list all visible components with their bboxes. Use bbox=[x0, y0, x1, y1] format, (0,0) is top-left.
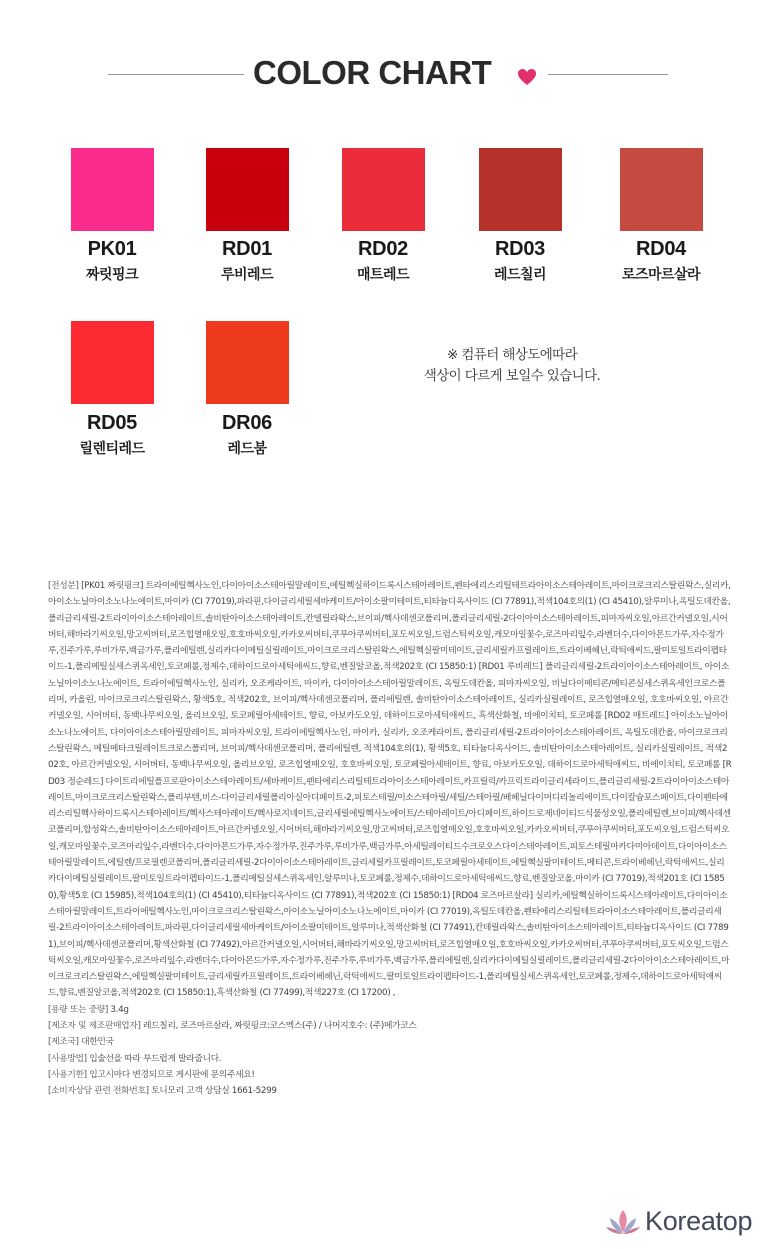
contact-row bbox=[48, 1083, 732, 1099]
swatch-code: DR06 bbox=[222, 412, 272, 434]
swatch-code: PK01 bbox=[87, 238, 137, 260]
manufacturer-row bbox=[48, 1018, 732, 1034]
ingredients-row bbox=[48, 578, 732, 1002]
manufacturer-value: 레드칠리, 로즈마르살라, 짜릿핑크:코스멕스(주) / 나머지호수: (주)메가코스 bbox=[143, 1021, 417, 1032]
swatch-code: RD02 bbox=[358, 238, 408, 260]
usage-label: [사용방법] bbox=[48, 1053, 87, 1064]
header-divider-left bbox=[108, 74, 244, 75]
swatch-name: 매트레드 bbox=[356, 267, 410, 283]
heart-icon bbox=[517, 68, 537, 86]
country-value: 대한민국 bbox=[81, 1037, 114, 1048]
swatch-name: 레드붐 bbox=[227, 441, 267, 457]
ingredients-text: [PK01 짜릿핑크] 트라이에틸헥사노인,다이아이소스테아릴말레이트,에틸헥실하이드록시스테아레이트,펜타에리스리틸테트라아이소스테아레이트,마이크로크리스탈린왁스,실리카,아이소노닐아이소노나노에이트,마이카 (CI 77019),파라핀,다이글리세릴세바케이트/아이소팔미테이트,티타늄디옥사이드 (CI 77891),적색104호의(1) (CI 45410),알루미나,옥틸도데칸올,폴리글리세릴-2트라이아이소스테아레이트,솔비탄아이소스테아레이트,칸델릴라왁스,브이피/헥사데센코폴리머,폴리글리세릴-2다이아이소스테아레이트,피마자씨오일,아르간커넬오일,시어버터,해바라기씨오일,망고씨버터,로즈힙열매오일,호호바씨오일,카카오씨버터,쿠푸아쿠씨버터,포도씨오일,드럼스틱씨오일,캐모마일꽃수,로즈마리잎수,라벤더수,다이아몬드가루,자수정가루,진주가루,루비가루,백금가루,폴리에틸렌,실리카다이메틸실릴레이트,마이크로크리스탈린왁스,에틸헥실팔미테이트,글리세릴카프릴레이트,트라이베헤닌,락틱애씨드,팔미토일트라이펩타이드-1,폴리메틸실세스퀴옥세인,토코페롤,정제수,데하이드로아세틱애씨드,향료,벤질알코올,적색202호 (CI 15850:1) [RD01 루비레드] 폴리글리세릴-2트라이아이소스테아레이트, 아이소노닐아이소노나노에이트, 트라이에틸헥사노인, 실리카, 오조케라이트, 마이카, 다이아이소스테아릴말레이트, 옥틸도데칸올, 피마자씨오일, 비닐다이메티콘/메티콘실세스퀴옥세인크로스폴리머, 카올린, 마이크로크리스탈린왁스, 황색5호, 적색202호, 브이피/헥사데센코폴리머, 폴리에틸렌, 솔비탄아이소스테아레이트, 실리카실릴레이트, 로즈힙열매오일, 호호바씨오일, 아르간커넬오일, 시어버터, 동백나무씨오일, 올리브오일, 토코페릴아세테이트, 향료, 아보카도오일, 데하이드로아세틱애씨드, 흑색산화철, 비에이치티, 토코페롤 [RD02 매트레드] 아이소노닐아이소노나노에이트, 다이아이소스테아릴말레이트, 피마자씨오일, 트라이에틸헥사노인, 마이카, 실리카, 오조케라이트, 폴리글리세릴-2트라이아이소스테아레이트, 옥틸도데칸올, 마이크로크리스탈린왁스, 메틸메타크릴레이트크로스폴리머, 브이피/헥사데센코폴리머, 폴리에틸렌, 적색104호의(1), 황색5호, 티타늄디옥사이드, 솔비탄아이소스테아레이트, 실리카실릴레이트, 적색202호, 아르간커넬오일, 시어버터, 동백나무씨오일, 올리브오일, 로즈힙열매오일, 호호바씨오일, 토코페릴아세테이트, 향료, 아보카도오일, 데하이드로아세틱애씨드, 비에이치티, 토코페롤 [RD03 정순레드] 다이트리에틸플프로판아이소스테아레이트/세바케이트,펜타에리스리틸테트라아이소스테아레이트,카프릴릭/카프릭트라이글리세라이드,폴리글리세릴-2트라이아이소스테아레이트,마이크로크리스탈린왁스,폴리부텐,비스-다이글리세릴폴리아실아디페이트-2,피토스테릴/이소스테아릴/세틸/스테아릴/베헤닐다이머디리놀리에이트,다이칼슘포스페이트,다이펜타에리스리틸헥사하이드록시스테아레이트/헥사스테아레이트/헥사로지네이트,글리세릴에틸헥사노에이트/스테아레이트/아디페이트,하이드로제네이티드식물성오일,폴리에틸렌,브이피/헥사데센코폴리머,합성왁스,솔비탄아이소스테아레이트,아르간커넬오일,시어버터,해바라기씨오일,망고씨버터,로즈힙열매오일,호호바씨오일,카카오씨버터,쿠푸아쿠씨버터,포도씨오일,드럼스틱씨오일,캐모마일꽃수,로즈마리잎수,라벤더수,다이아몬드가루,자수정가루,진주가루,루비가루,백금가루,아세틸레이티드수크로오스다이스테아레이트,피토스테릴마카다미아데이트,다이아이소스테아릴말레이트,에틸렌/프로필렌코폴리머,폴리글리세릴-2다이아이소스테아레이트,글리세릴카프릴레이트,토코페릴아세테이트,에틸헥실팔미테이트,메티콘,트라이베헤닌,락틱애씨드,실리카다이메틸실릴레이트,팔미토일트라이펩타이드-1,폴리메틸실세스퀴옥세인,알루미나,토코페롤,정제수,데하이드로아세틱애씨드,향료,벤질알코올,마이카 (CI 77019),적색201호 (CI 15850),황색5호 (CI 15985),적색104호의(1) (CI 45410),티타늄디옥사이드 (CI 77891),적색202호 (CI 15850:1) [RD04 로즈마르살라] 실리카,에틸헥실하이드록시스테아레이트,다이아이소스테아릴말레이트,트라이에틸헥사노인,마이크로크리스탈린왁스,아이소노닐아이소노나노에이트,마이카 (CI 77019),옥틸도데칸올,펜타에리스리틸테트라아이소스테아레이트,폴리글리세릴-2트라이아이소스테아레이트,파라핀,다이글리세릴세바케이트/아이소팔미테이트,알루미나,적색산화철 (CI 77491),칸데릴라왁스,솔비탄아이소스테아레이트,티타늄디옥사이드 (CI 77891),브이피/헥사데센코폴리머,황색산화철 (CI 77492),아르간커넬오일,시어버터,해바라기씨오일,망고씨버터,로즈힙열매오일,호호바씨오일,카카오씨버터,쿠푸아쿠씨버터,포도씨오일,드럼스틱씨오일,캐모마일꽃수,로즈마리잎수,라벤더수,다이아몬드가루,자수정가루,진주가루,루비가루,백금가루,폴리에틸렌,실리카다이메틸실릴레이트,폴리글리세릴-2다이아이소스테아레이트,마이크로크리스탈린왁스,에틸헥실팔미테이트,글리세릴카프릴레이트,트라이베헤닌,락틱애씨드,팔미토일트라이펩타이드-1,폴리메틸실세스퀴옥세인,토코페롤,정제수,데하이드로아세틱애씨드,향료,벤질알코올,적색202호 (CI 15850:1),흑색산화철 (CI 77499),적색227호 (CI 17200) , bbox=[48, 581, 732, 999]
swatch-code: RD05 bbox=[87, 412, 137, 434]
koreatop-logo bbox=[605, 1204, 775, 1244]
notice-line-2: 색상이 다르게 보일수 있습니다. bbox=[423, 368, 601, 384]
swatch-rd02 bbox=[342, 148, 425, 231]
usage-value: 입술선을 따라 부드럽게 발라줍니다. bbox=[89, 1053, 222, 1064]
country-row bbox=[48, 1034, 732, 1050]
expiry-value: 입고시마다 변경되므로 게시판에 문의주세요! bbox=[89, 1069, 255, 1080]
resolution-notice bbox=[398, 345, 626, 387]
swatch-code: RD03 bbox=[495, 238, 545, 260]
swatch-name: 루비레드 bbox=[220, 267, 274, 283]
swatch-pk01 bbox=[71, 148, 154, 231]
weight-row bbox=[48, 1002, 732, 1018]
swatch-name: 릴렌티레드 bbox=[79, 441, 145, 457]
contact-label: [소비자상담 관련 전화번호] bbox=[48, 1086, 149, 1097]
swatch-rd01 bbox=[206, 148, 289, 231]
swatch-rd04 bbox=[620, 148, 703, 231]
page-title: COLOR CHART bbox=[253, 54, 492, 91]
swatch-code: RD01 bbox=[222, 238, 272, 260]
contact-value: 토니모리 고객 상담실 1661-5299 bbox=[151, 1086, 277, 1097]
country-label: [제조국] bbox=[48, 1037, 79, 1048]
swatch-dr06 bbox=[206, 321, 289, 404]
logo-text: Koreatop bbox=[645, 1206, 753, 1236]
weight-label: [용량 또는 중량] bbox=[48, 1004, 108, 1015]
swatch-rd05 bbox=[71, 321, 154, 404]
expiry-row bbox=[48, 1067, 732, 1083]
swatch-name: 로즈마르살라 bbox=[621, 267, 701, 283]
ingredients-label: [전성분] bbox=[48, 581, 79, 591]
swatch-rd03 bbox=[479, 148, 562, 231]
header-divider-right bbox=[548, 74, 668, 75]
manufacturer-label: [제조자 및 제조판매업자] bbox=[48, 1021, 141, 1032]
swatch-code: RD04 bbox=[636, 238, 686, 260]
color-chart-header bbox=[0, 50, 779, 100]
swatch-name: 레드칠리 bbox=[493, 267, 547, 283]
product-info bbox=[48, 578, 732, 1100]
swatch-name: 짜릿핑크 bbox=[85, 267, 139, 283]
weight-value: 3.4g bbox=[110, 1004, 129, 1015]
lotus-icon bbox=[605, 1208, 641, 1238]
usage-row bbox=[48, 1051, 732, 1067]
notice-line-1: ※ 컴퓨터 해상도에따라 bbox=[446, 347, 578, 363]
expiry-label: [사용기한] bbox=[48, 1069, 87, 1080]
